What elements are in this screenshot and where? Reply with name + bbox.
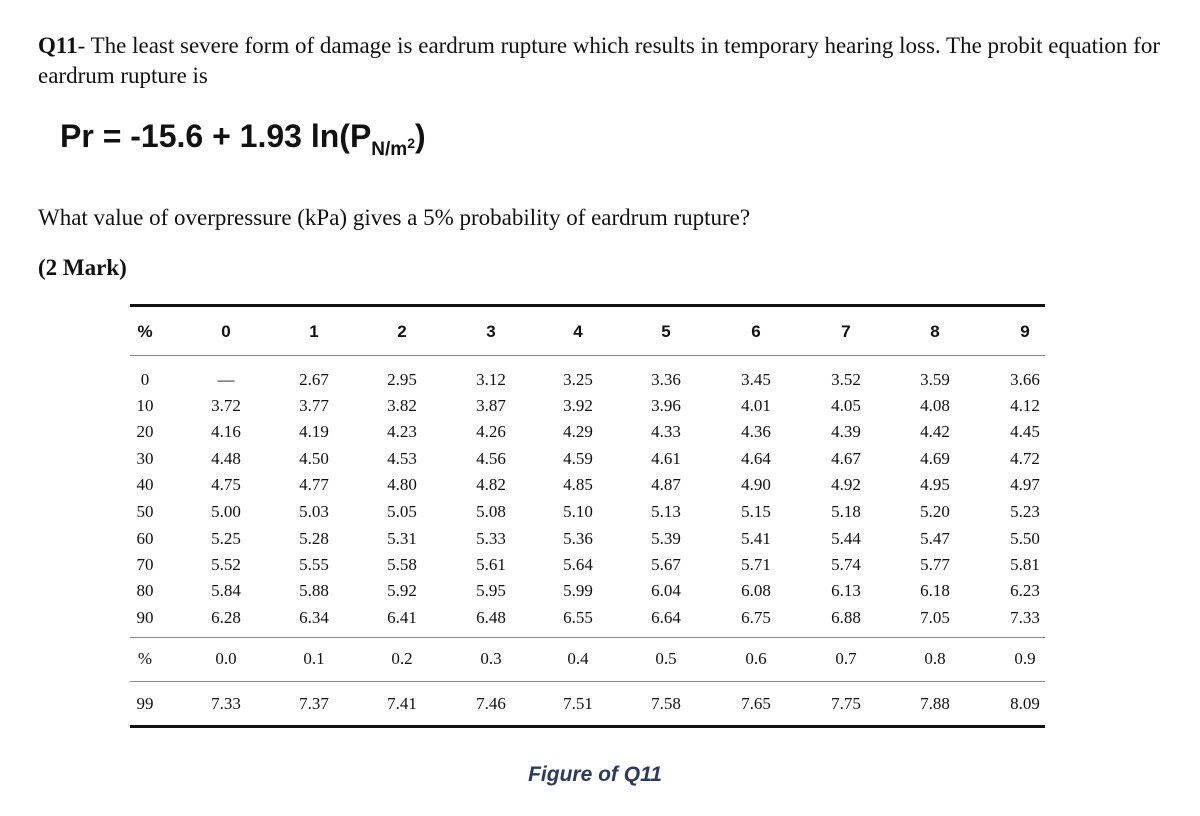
subheader-decimal: 0.5 [655, 649, 677, 668]
table-cell: 5.52 [211, 555, 241, 574]
table-cell: 5.25 [211, 529, 241, 548]
table-cell: 3.25 [563, 370, 593, 389]
table-cell: 4.08 [920, 396, 950, 415]
header-digit: 8 [930, 322, 940, 341]
subheader-decimal: 0.0 [215, 649, 237, 668]
table-cell: 5.55 [299, 555, 329, 574]
table-cell: 5.18 [831, 502, 861, 521]
table-cell: 6.55 [563, 608, 593, 627]
table-cell: 4.67 [831, 449, 861, 468]
table-cell: 3.96 [651, 396, 681, 415]
table-cell: 4.39 [831, 422, 861, 441]
table-cell: 4.64 [741, 449, 771, 468]
question-text [38, 31, 1178, 91]
table-cell: 5.08 [476, 502, 506, 521]
table-cell: 2.67 [299, 370, 329, 389]
table-cell: 4.69 [920, 449, 950, 468]
table-cell: 4.45 [1010, 422, 1040, 441]
header-digit: 1 [309, 322, 319, 341]
subheader-decimal: 0.8 [924, 649, 946, 668]
table-cell: 5.44 [831, 529, 861, 548]
equation-main: Pr = -15.6 + 1.93 ln(P [60, 118, 372, 154]
equation-subscript: N/m2 [371, 135, 415, 160]
table-cell: 3.59 [920, 370, 950, 389]
table-cell: 6.04 [651, 581, 681, 600]
table-cell: 4.77 [299, 475, 329, 494]
table-cell: 5.03 [299, 502, 329, 521]
table-cell: 4.19 [299, 422, 329, 441]
table-cell: 3.36 [651, 370, 681, 389]
table-cell: 7.88 [920, 694, 950, 713]
table-cell: 2.95 [387, 370, 417, 389]
table-cell: 4.61 [651, 449, 681, 468]
header-digit: 5 [661, 322, 671, 341]
table-cell: 5.84 [211, 581, 241, 600]
table-cell: 5.00 [211, 502, 241, 521]
row-percent: 30 [136, 449, 154, 468]
table-cell: 4.97 [1010, 475, 1040, 494]
table-cell: 4.92 [831, 475, 861, 494]
table-cell: 3.92 [563, 396, 593, 415]
table-cell: 4.80 [387, 475, 417, 494]
header-digit: 3 [486, 322, 496, 341]
table-cell: 5.74 [831, 555, 861, 574]
table-cell: 5.88 [299, 581, 329, 600]
table-cell: 5.20 [920, 502, 950, 521]
table-cell: 5.31 [387, 529, 417, 548]
table-cell: 4.05 [831, 396, 861, 415]
subheader-decimal: 0.1 [303, 649, 325, 668]
table-cell: 3.52 [831, 370, 861, 389]
table-cell: 5.61 [476, 555, 506, 574]
table-cell: 8.09 [1010, 694, 1040, 713]
table-cell: 5.95 [476, 581, 506, 600]
table-cell: 4.23 [387, 422, 417, 441]
header-digit: 4 [573, 322, 583, 341]
table-cell: 3.66 [1010, 370, 1040, 389]
question-prompt: What value of overpressure (kPa) gives a 5% probability of eardrum rupture? [38, 205, 751, 230]
table-bottom-rule [130, 725, 1045, 728]
table-cell: 7.33 [1010, 608, 1040, 627]
table-cell: 6.88 [831, 608, 861, 627]
table-cell: 4.36 [741, 422, 771, 441]
equation-close: ) [414, 118, 426, 154]
table-cell: 5.50 [1010, 529, 1040, 548]
table-cell: 3.12 [476, 370, 506, 389]
table-cell: 6.18 [920, 581, 950, 600]
table-cell: 6.48 [476, 608, 506, 627]
table-cell: 4.85 [563, 475, 593, 494]
table-cell: 5.33 [476, 529, 506, 548]
subheader-decimal: 0.9 [1014, 649, 1036, 668]
table-cell: 4.50 [299, 449, 329, 468]
table-cell: 5.71 [741, 555, 771, 574]
row-percent: 50 [136, 502, 154, 521]
row-percent: 90 [136, 608, 154, 627]
equation-superscript: 2 [407, 135, 415, 151]
table-cell: 4.53 [387, 449, 417, 468]
table-cell: 4.33 [651, 422, 681, 441]
header-rule [130, 355, 1045, 356]
table-cell: 5.39 [651, 529, 681, 548]
table-cell: 5.77 [920, 555, 950, 574]
subheader-percent-label: % [137, 649, 153, 668]
table-cell: 3.82 [387, 396, 417, 415]
row-percent: 70 [136, 555, 154, 574]
subheader-decimal: 0.3 [480, 649, 502, 668]
table-cell: 5.23 [1010, 502, 1040, 521]
table-cell: 4.90 [741, 475, 771, 494]
row-percent: 99 [136, 694, 154, 713]
table-cell: 3.77 [299, 396, 329, 415]
table-cell: 3.45 [741, 370, 771, 389]
table-cell: 7.37 [299, 694, 329, 713]
row-percent: 10 [136, 396, 154, 415]
section-rule [130, 637, 1045, 638]
table-cell: 7.58 [651, 694, 681, 713]
header-digit: 7 [841, 322, 851, 341]
table-cell: 7.33 [211, 694, 241, 713]
table-cell: 4.29 [563, 422, 593, 441]
row-percent: 80 [136, 581, 154, 600]
header-digit: 2 [397, 322, 407, 341]
table-cell: 5.99 [563, 581, 593, 600]
table-cell: 4.42 [920, 422, 950, 441]
row-percent: 60 [136, 529, 154, 548]
table-cell: 6.13 [831, 581, 861, 600]
table-cell: 4.72 [1010, 449, 1040, 468]
table-cell: 5.92 [387, 581, 417, 600]
table-cell: 6.64 [651, 608, 681, 627]
table-cell: 6.28 [211, 608, 241, 627]
table-cell: 6.08 [741, 581, 771, 600]
table-cell: 6.41 [387, 608, 417, 627]
table-cell: 6.34 [299, 608, 329, 627]
table-cell: 7.75 [831, 694, 861, 713]
question-marks: (2 Mark) [38, 255, 127, 280]
table-cell: 4.01 [741, 396, 771, 415]
table-cell: 7.51 [563, 694, 593, 713]
table-cell: 7.65 [741, 694, 771, 713]
header-digit: 9 [1020, 322, 1030, 341]
table-cell: 3.72 [211, 396, 241, 415]
header-percent-label: % [137, 322, 153, 341]
table-cell: 4.16 [211, 422, 241, 441]
table-cell: 5.58 [387, 555, 417, 574]
table-cell: 5.47 [920, 529, 950, 548]
table-cell: 3.87 [476, 396, 506, 415]
table-cell: — [217, 370, 235, 389]
row-percent: 40 [136, 475, 154, 494]
table-cell: 5.41 [741, 529, 771, 548]
table-cell: 4.59 [563, 449, 593, 468]
table-cell: 5.64 [563, 555, 593, 574]
table-cell: 5.10 [563, 502, 593, 521]
table-cell: 4.26 [476, 422, 506, 441]
row-percent: 20 [136, 422, 154, 441]
table-cell: 4.75 [211, 475, 241, 494]
table-cell: 4.56 [476, 449, 506, 468]
table-top-rule [130, 304, 1045, 307]
subheader-decimal: 0.6 [745, 649, 767, 668]
question-number: Q11 [38, 33, 78, 58]
table-cell: 4.12 [1010, 396, 1040, 415]
table-cell: 7.05 [920, 608, 950, 627]
table-cell: 5.05 [387, 502, 417, 521]
question-body: - The least severe form of damage is eardrum rupture which results in temporary hearing loss. The probit equation for eardrum rupture is [38, 33, 1160, 88]
table-cell: 4.48 [211, 449, 241, 468]
row-percent: 0 [140, 370, 150, 389]
subheader-rule [130, 681, 1045, 682]
table-cell: 5.15 [741, 502, 771, 521]
table-cell: 5.81 [1010, 555, 1040, 574]
table-cell: 5.67 [651, 555, 681, 574]
table-cell: 5.13 [651, 502, 681, 521]
table-cell: 5.36 [563, 529, 593, 548]
subheader-decimal: 0.2 [391, 649, 413, 668]
table-cell: 4.95 [920, 475, 950, 494]
subheader-decimal: 0.4 [567, 649, 589, 668]
table-cell: 6.23 [1010, 581, 1040, 600]
table-cell: 6.75 [741, 608, 771, 627]
table-cell: 4.82 [476, 475, 506, 494]
table-cell: 4.87 [651, 475, 681, 494]
table-cell: 7.41 [387, 694, 417, 713]
table-cell: 7.46 [476, 694, 506, 713]
header-digit: 6 [751, 322, 761, 341]
subheader-decimal: 0.7 [835, 649, 857, 668]
figure-caption: Figure of Q11 [528, 763, 662, 786]
probit-equation [60, 118, 426, 161]
table-cell: 5.28 [299, 529, 329, 548]
header-digit: 0 [221, 322, 231, 341]
